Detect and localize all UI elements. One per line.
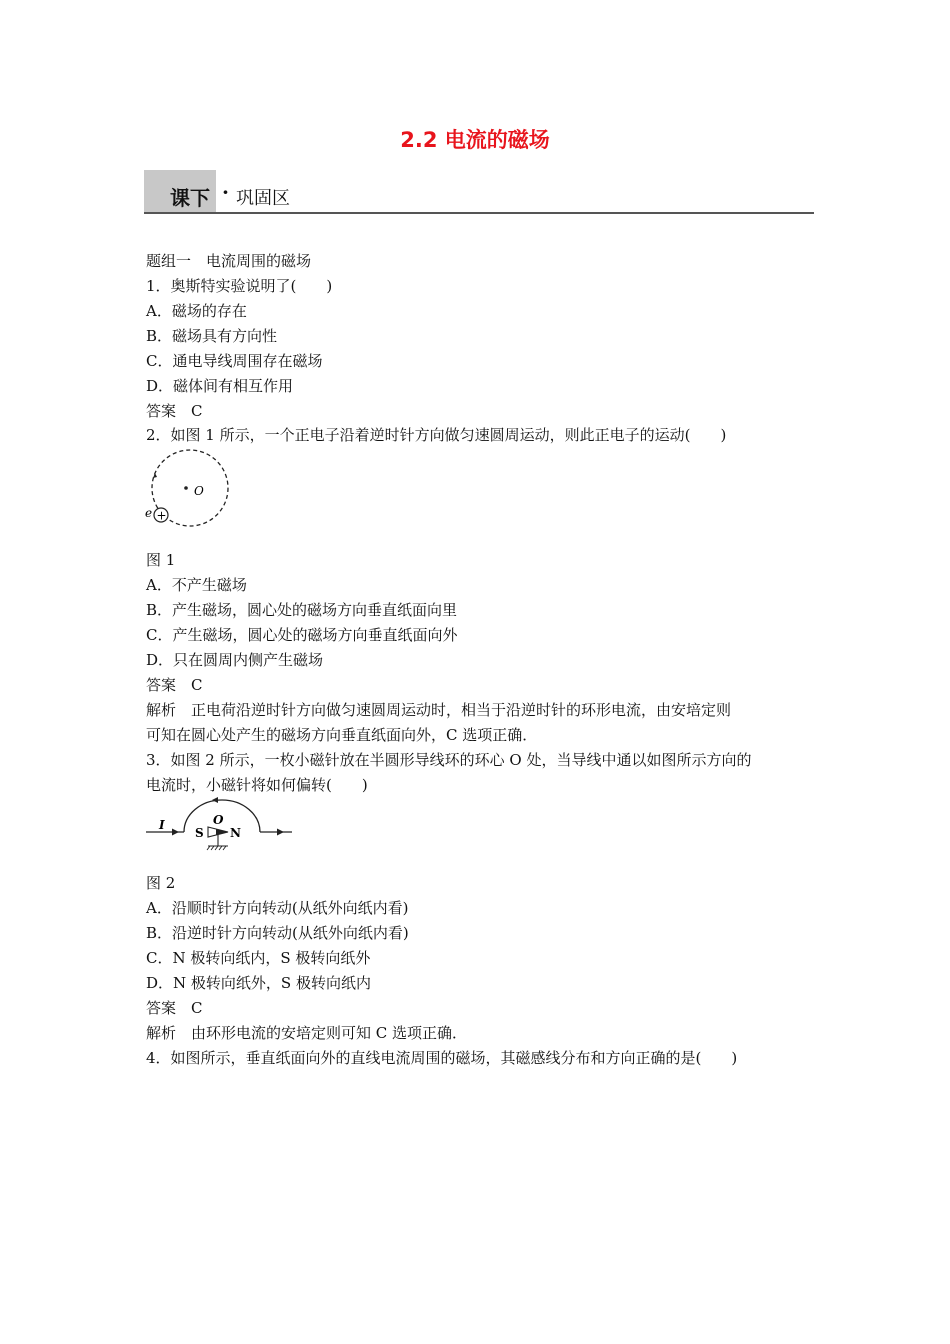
q2-option-b: B．产生磁场，圆心处的磁场方向垂直纸面向里: [146, 601, 458, 619]
q1-option-d: D．磁体间有相互作用: [146, 377, 294, 395]
center-label: O: [194, 484, 204, 498]
page-title: 2.2 电流的磁场: [400, 128, 550, 152]
direction-arrow: [153, 473, 157, 478]
q1-option-a: A．磁场的存在: [146, 302, 247, 320]
question-2: 2．如图 1 所示，一个正电子沿着逆时针方向做匀速圆周运动，则此正电子的运动( ): [146, 426, 727, 444]
q1-option-c: C．通电导线周围存在磁场: [146, 352, 323, 370]
q2-answer: 答案 C: [146, 676, 203, 694]
question-4: 4．如图所示，垂直纸面向外的直线电流周围的磁场，其磁感线分布和方向正确的是( ): [146, 1049, 738, 1067]
section-header: [144, 170, 814, 214]
q1-option-b: B．磁场具有方向性: [146, 327, 278, 345]
figure-2-semicircle-diagram: [142, 796, 296, 856]
q2-option-d: D．只在圆周内侧产生磁场: [146, 651, 324, 669]
q3-answer: 答案 C: [146, 999, 203, 1017]
q3-option-b: B．沿逆时针方向转动(从纸外向纸内看): [146, 924, 409, 942]
figure-1-caption: 图 1: [146, 551, 176, 569]
s-pole-label: S: [195, 826, 204, 840]
center-o-label: O: [213, 813, 224, 827]
q2-explanation-line-1: 解析 正电荷沿逆时针方向做匀速圆周运动时，相当于沿逆时针的环形电流，由安培定则: [146, 701, 732, 719]
question-1: 1．奥斯特实验说明了( ): [146, 277, 333, 295]
q2-explanation-line-2: 可知在圆心处产生的磁场方向垂直纸面向外，C 选项正确．: [146, 726, 538, 744]
charge-sign: +: [156, 508, 167, 523]
section-main-label: 课下: [170, 186, 210, 210]
question-3-line-2: 电流时，小磁针将如何偏转( ): [146, 776, 368, 794]
q1-answer: 答案 C: [146, 402, 203, 420]
n-pole-label: N: [230, 826, 241, 840]
figure-2-caption: 图 2: [146, 874, 176, 892]
current-arrow-right: [277, 829, 284, 836]
q3-option-a: A．沿顺时针方向转动(从纸外向纸内看): [146, 899, 409, 917]
current-arrow-left: [172, 829, 179, 836]
section-sub-label: 巩固区: [236, 188, 290, 209]
section-dot: ·: [222, 180, 229, 204]
charge-label: e: [145, 506, 153, 520]
q3-option-d: D．N 极转向纸外，S 极转向纸内: [146, 974, 371, 992]
base-hatching: [207, 846, 226, 850]
group-heading: 题组一 电流周围的磁场: [146, 252, 312, 270]
q2-option-c: C．产生磁场，圆心处的磁场方向垂直纸面向外: [146, 626, 458, 644]
current-label: I: [159, 818, 165, 832]
figure-1-circle-diagram: [142, 448, 234, 530]
current-arrow-top: [212, 797, 218, 803]
center-point: [184, 486, 188, 490]
question-3-line-1: 3．如图 2 所示，一枚小磁针放在半圆形导线环的环心 O 处，当导线中通以如图所示方向的: [146, 751, 752, 769]
q2-option-a: A．不产生磁场: [146, 576, 247, 594]
q3-option-c: C．N 极转向纸内，S 极转向纸外: [146, 949, 371, 967]
section-divider: [144, 212, 814, 214]
q3-explanation: 解析 由环形电流的安培定则可知 C 选项正确．: [146, 1024, 468, 1042]
